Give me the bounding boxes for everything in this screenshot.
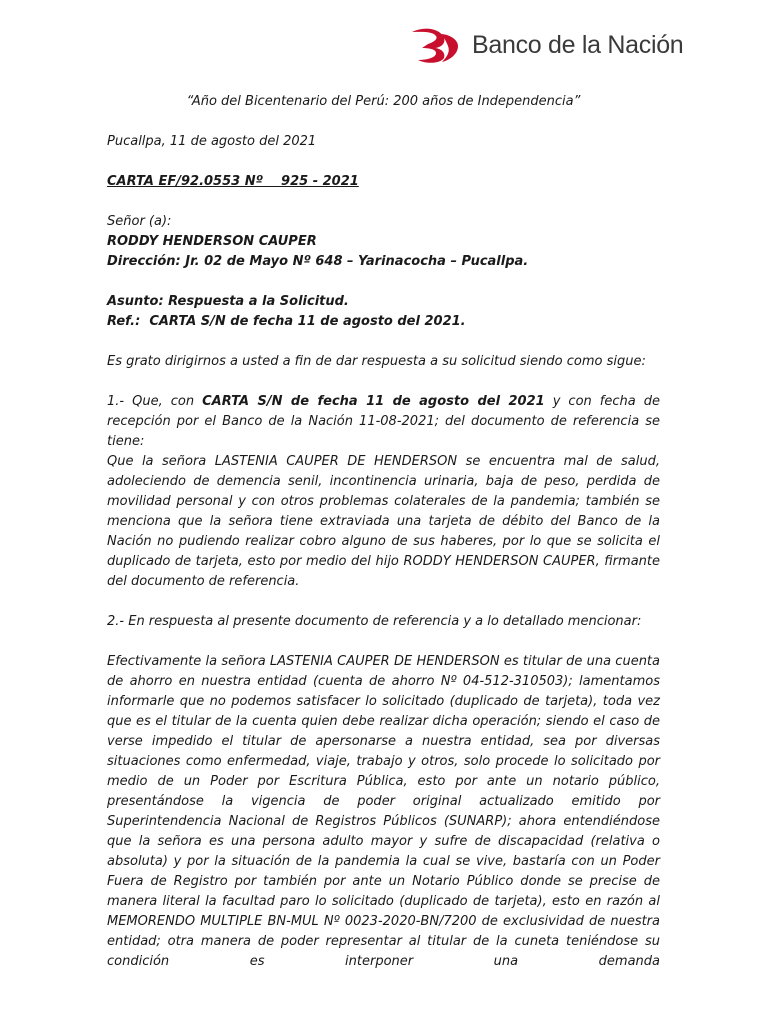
subject-line: Asunto: Respuesta a la Solicitud. (107, 294, 349, 309)
motto: “Año del Bicentenario del Perú: 200 años de Independencia” (186, 94, 581, 109)
point-1-bold-ref: CARTA S/N de fecha 11 de agosto del 2021 (202, 394, 545, 409)
point-2-body: Efectivamente la señora LASTENIA CAUPER DE HENDERSON es titular de una cuenta de ahorro en nuestra entidad (cuenta de ahorro Nº 04-512-310503); lamentamos informarle que no podemos satisfacer lo solicitado (duplicado de tarjeta), toda vez que es el titular de la cuenta quien debe realizar dicha operación; siendo el caso de verse impedido el titular de apersonarse a nuestra entidad, sea por diversas situaciones como enfermedad, viaje, trabajo y otros, solo procede lo solicitado por medio de un Poder por Escritura Pública, esto por ante un notario público, presentándose la vigencia de poder original actualizado emitido por Superintendencia Nacional de Registros Públicos (SUNARP); ahora entendiéndose que la señora es una persona adulto mayor y sufre de discapacidad (relativa o absoluta) y por la situación de la pandemia la cual se vive, bastaría con un Poder Fuera de Registro por también por ante un Notario Público donde se precise de manera literal la facultad paro lo solicitado (duplicado de tarjeta), esto en razón al MEMORENDO MULTIPLE BN-MUL Nº 0023-2020-BN/7200 de exclusividad de nuestra entidad; otra manera de poder representar al titular de la cuneta teniéndose su condición es interponer una demanda (107, 654, 660, 969)
intro-paragraph: Es grato dirigirnos a usted a fin de dar respuesta a su solicitud siendo como sigue: (107, 354, 646, 369)
point-1-heading (107, 392, 660, 452)
reference-line: Ref.: CARTA S/N de fecha 11 de agosto del 2021. (107, 314, 466, 329)
bank-logo-icon (410, 26, 462, 64)
recipient-name: RODDY HENDERSON CAUPER (107, 234, 317, 249)
letter-reference-number: CARTA EF/92.0553 Nº 925 - 2021 (107, 174, 359, 189)
bank-logo (410, 26, 683, 64)
bank-name: Banco de la Nación (472, 30, 684, 59)
letter-body (107, 92, 660, 972)
point-1-suffix: y con fecha de recepción por el Banco de la Nación 11-08-2021; del documento de referencia se tiene: (107, 394, 661, 449)
place-date: Pucallpa, 11 de agosto del 2021 (107, 134, 317, 149)
recipient-address: Dirección: Jr. 02 de Mayo Nº 648 – Yarinacocha – Pucallpa. (107, 254, 529, 269)
point-1-prefix: 1.- Que, con (107, 394, 203, 409)
point-1-body: Que la señora LASTENIA CAUPER DE HENDERSON se encuentra mal de salud, adoleciendo de demencia senil, incontinencia urinaria, baja de peso, perdida de movilidad personal y con otros problemas colaterales de la pandemia; también se menciona que la señora tiene extraviada una tarjeta de débito del Banco de la Nación no pudiendo realizar cobro alguno de sus haberes, por lo que se solicita el duplicado de tarjeta, esto por medio del hijo RODDY HENDERSON CAUPER, firmante del documento de referencia. (107, 454, 660, 589)
salutation: Señor (a): (107, 214, 172, 229)
point-2-heading: 2.- En respuesta al presente documento de referencia y a lo detallado mencionar: (107, 614, 642, 629)
